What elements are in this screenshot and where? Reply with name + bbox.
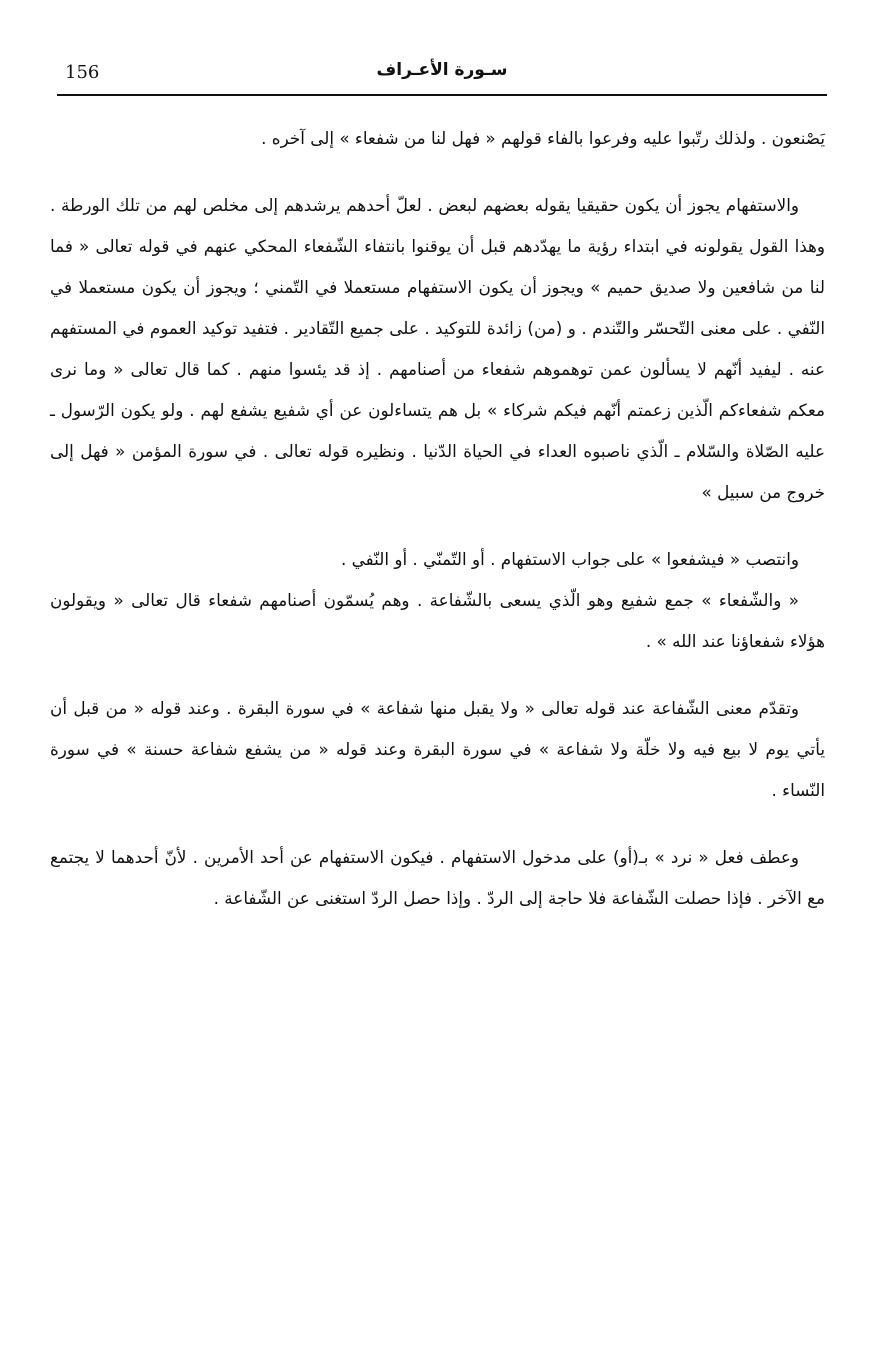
paragraph-2: والاستفهام يجوز أن يكون حقيقيا يقوله بعضهم لبعض . لعلّ أحدهم يرشدهم إلى مخلص لهم من تلك الورطة . وهذا القول يقولونه في ابتداء رؤية ما يهدّدهم قبل أن يوقنوا بانتفاء الشّفعاء المحكي عنهم في قوله تعالى « فما لنا من شافعين ولا صديق حميم » ويجوز أن يكون الاستفهام مستعملا في التّمني ؛ ويجوز أن يكون مستعملا في النّفي . على معنى التّحسّر والتّندم . و (من) زائدة للتوكيد . على جميع التّقادير . فتفيد توكيد العموم في المستفهم عنه . ليفيد أنّهم لا يسألون عمن توهموهم شفعاء من أصنامهم . إذ قد يئسوا منهم . كما قال تعالى « وما نرى معكم شفعاءكم الّذين زعمتم أنّهم فيكم شركاء » بل هم يتساءلون عن أي شفيع يشفع لهم . ولو يكون الرّسول ـ عليه الصّلاة والسّلام ـ الّذي ناصبوه العداء في الحياة الدّنيا . ونظيره قوله تعالى . في سورة المؤمن « فهل إلى خروج من سبيل » — [50, 195, 825, 502]
paragraph-3: وانتصب « فيشفعوا » على جواب الاستفهام . أو التّمنّي . أو النّفي . — [341, 549, 799, 569]
paragraph-4: « والشّفعاء » جمع شفيع وهو الّذي يسعى بالشّفاعة . وهم يُسمّون أصنامهم شفعاء قال تعالى « ويقولون هؤلاء شفعاؤنا عند الله » . — [50, 590, 825, 651]
tafsir-text — [50, 118, 825, 945]
page-header — [57, 58, 827, 96]
paragraph-6: وعطف فعل « نرد » بـ(أو) على مدخول الاستفهام . فيكون الاستفهام عن أحد الأمرين . لأنّ أحدهما لا يجتمع مع الآخر . فإذا حصلت الشّفاعة فلا حاجة إلى الردّ . وإذا حصل الردّ استغنى عن الشّفاعة . — [50, 847, 825, 908]
paragraph-1: يَصْنعون . ولذلك رتّبوا عليه وفرعوا بالفاء قولهم « فهل لنا من شفعاء » إلى آخره . — [261, 128, 825, 148]
page-number: 156 — [65, 62, 100, 83]
paragraph-5: وتقدّم معنى الشّفاعة عند قوله تعالى « ولا يقبل منها شفاعة » في سورة البقرة . وعند قوله « من قبل أن يأتي يوم لا بيع فيه ولا خلّة ولا شفاعة » في سورة البقرة وعند قوله « من يشفع شفاعة حسنة » في سورة النّساء . — [50, 698, 825, 800]
surah-title: سـورة الأعـراف — [376, 60, 508, 80]
